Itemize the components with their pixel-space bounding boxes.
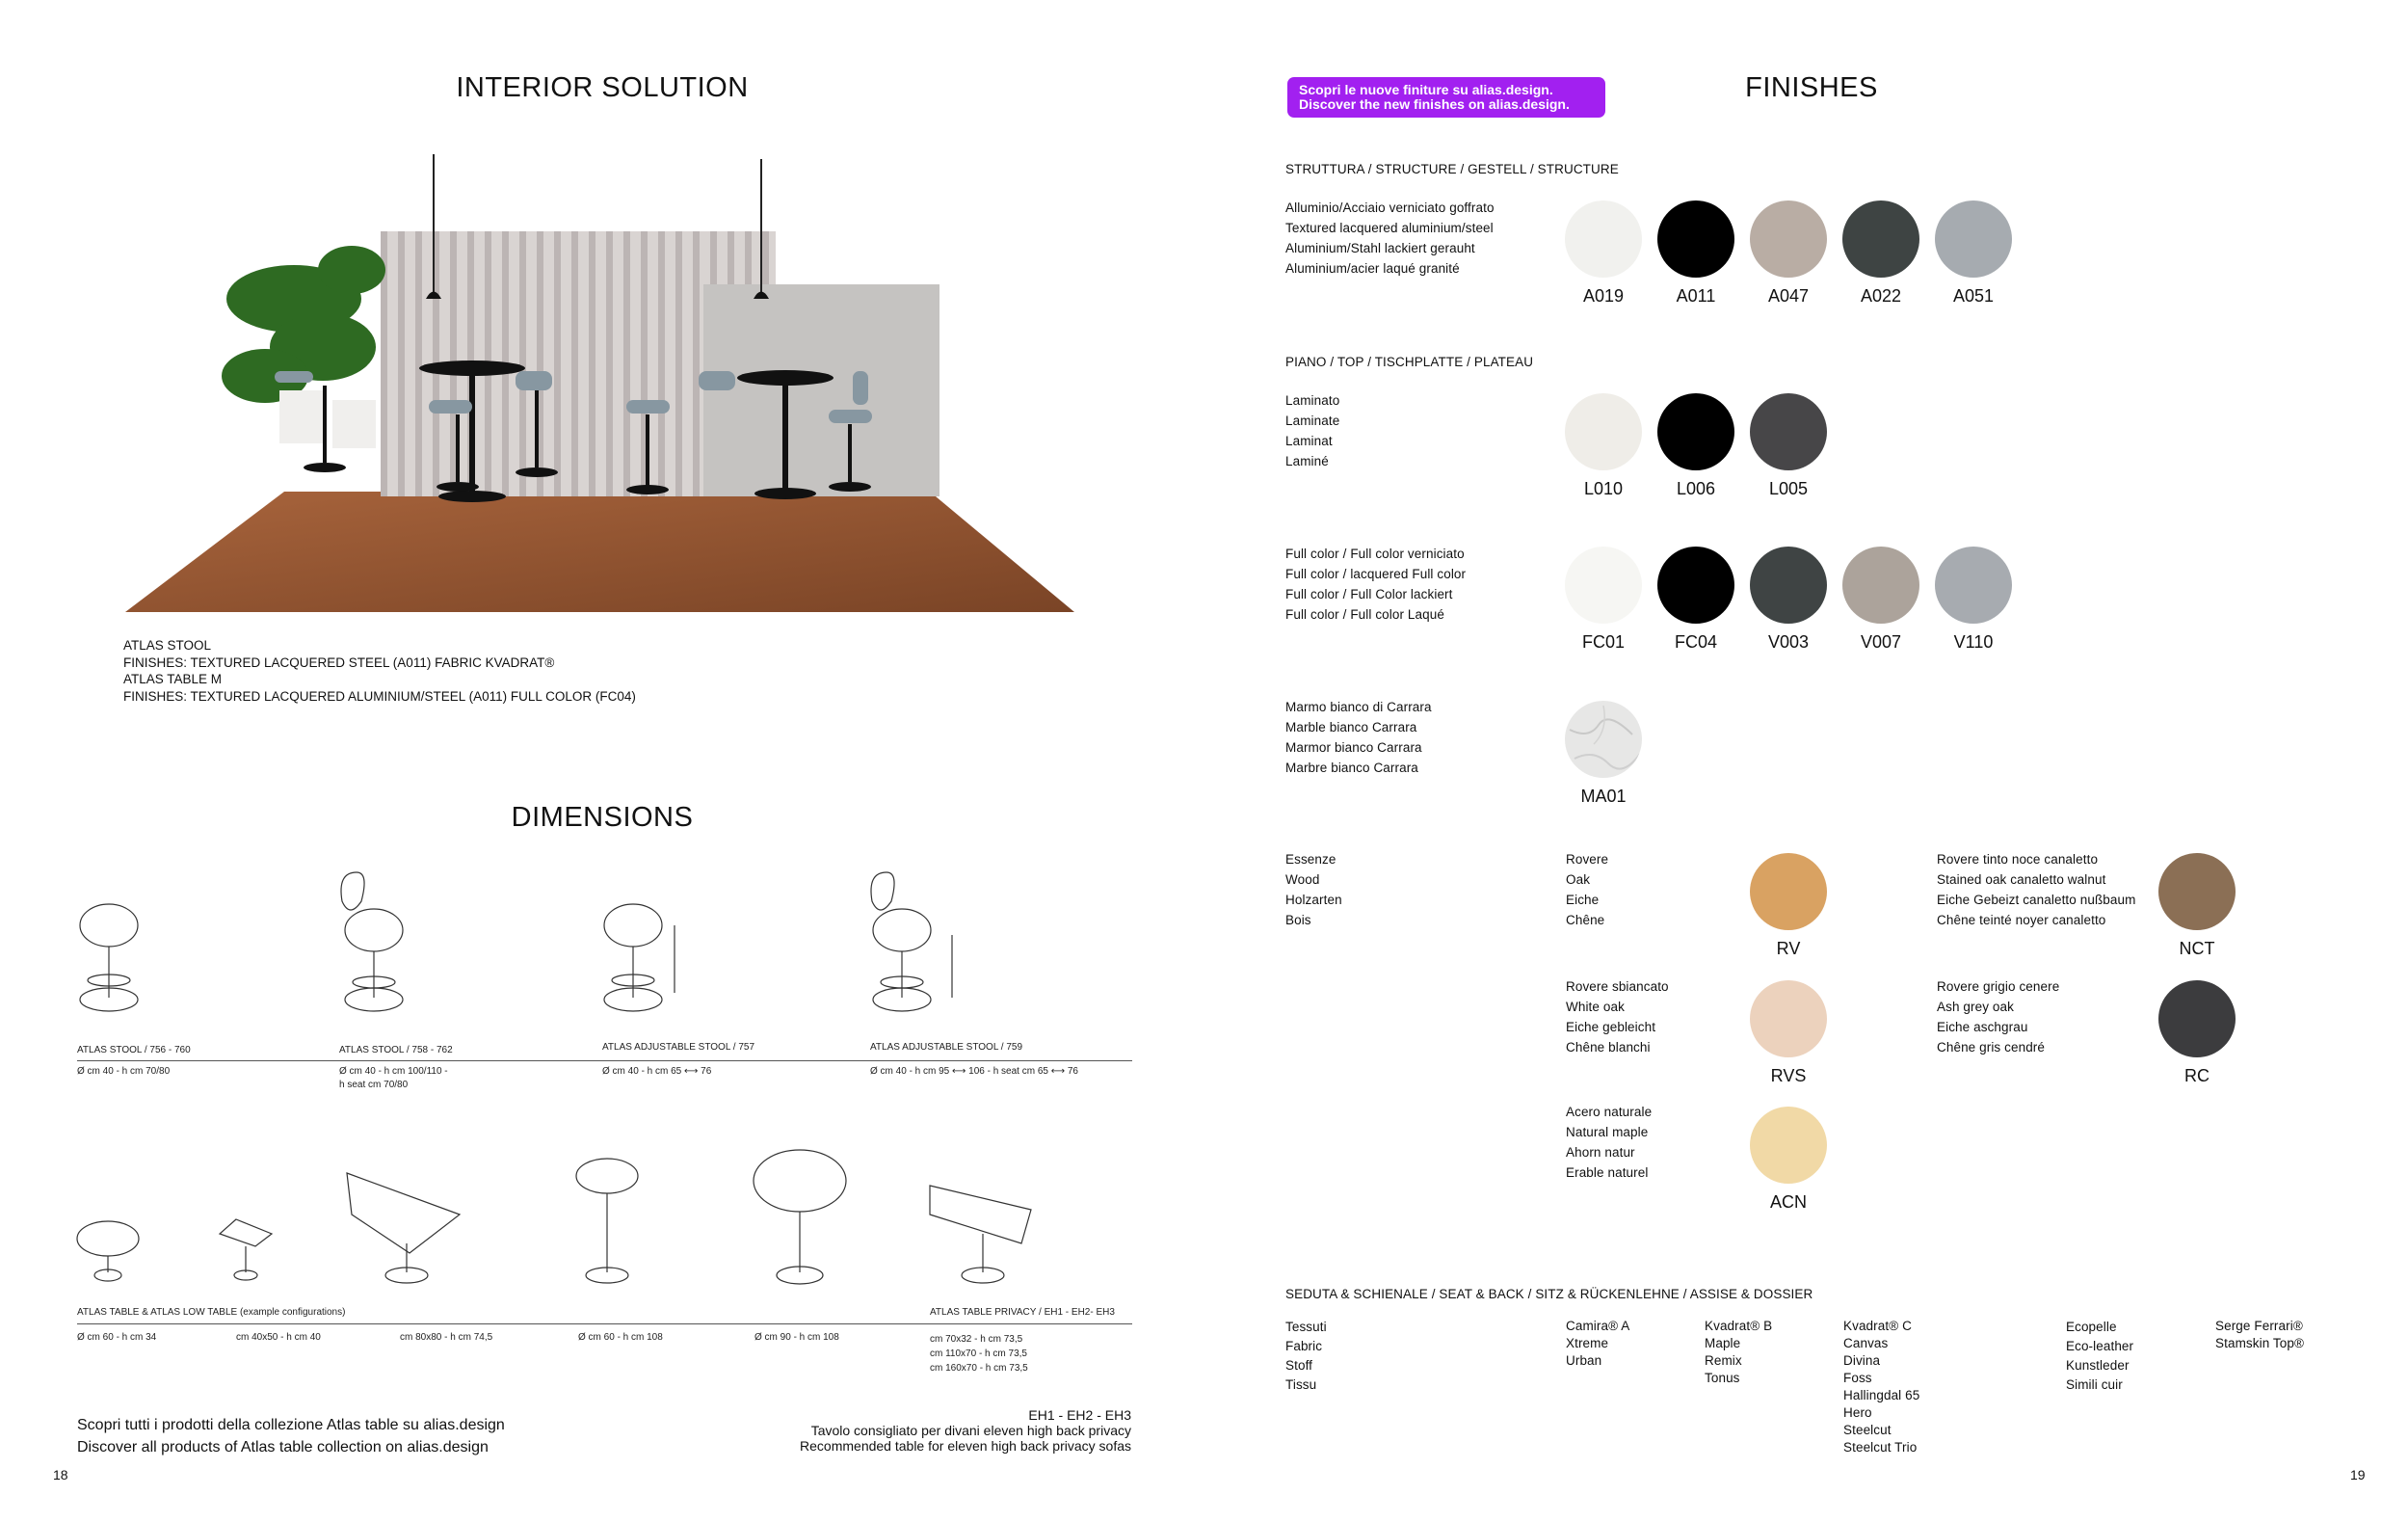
fabric-col (1566, 1318, 1629, 1370)
desc-line: Eiche (1566, 893, 1600, 907)
fabric-item: Stamskin Top® (2215, 1336, 2305, 1350)
dimensions-title: DIMENSIONS (511, 802, 694, 833)
footer-line: Scopri tutti i prodotti della collezione Atlas table su alias.design (77, 1417, 505, 1433)
scene-caption (123, 637, 636, 705)
swatch-ma01 (1565, 701, 1642, 778)
footer-line: EH1 - EH2 - EH3 (1028, 1407, 1131, 1423)
stool-dims: Ø cm 40 - h cm 100/110 - (339, 1066, 448, 1077)
banner-line: Scopri le nuove finiture su alias.design. (1299, 82, 1553, 97)
swatch-rv (1750, 853, 1827, 930)
fabric-item: Remix (1705, 1353, 1742, 1368)
fabric-col (2066, 1318, 2133, 1395)
desc-line: Chêne (1566, 913, 1605, 927)
swatch-v007 (1842, 547, 1919, 624)
desc-line: Natural maple (1566, 1125, 1649, 1139)
swatch-code: ACN (1769, 1192, 1807, 1212)
stool-dims: Ø cm 40 - h cm 70/80 (77, 1066, 171, 1077)
wood-desc (1285, 849, 1342, 930)
table-dims: cm 80x80 - h cm 74,5 (400, 1332, 493, 1343)
swatch-l010 (1565, 393, 1642, 470)
desc-line: Wood (1285, 872, 1320, 887)
laminate-desc (1285, 390, 1339, 471)
fabric-item: Urban (1566, 1353, 1602, 1368)
desc-line: Chêne blanchi (1566, 1040, 1651, 1055)
swatch-acn (1750, 1107, 1827, 1184)
fabric-item: Maple (1705, 1336, 1741, 1350)
fabric-item: Divina (1843, 1353, 1881, 1368)
desc-line: Stoff (1285, 1358, 1313, 1373)
swatch-code: A011 (1676, 286, 1716, 306)
stool-name: ATLAS ADJUSTABLE STOOL / 759 (870, 1042, 1023, 1053)
fabric-item: Kvadrat® B (1705, 1319, 1773, 1333)
desc-line: Full color / Full color Laqué (1285, 607, 1444, 622)
swatch-a011 (1657, 200, 1734, 278)
caption-line: ATLAS STOOL (123, 638, 212, 653)
desc-line: Laminé (1285, 454, 1329, 468)
desc-line: Acero naturale (1566, 1105, 1653, 1119)
desc-line: Full color / lacquered Full color (1285, 567, 1467, 581)
footer-line: Recommended table for eleven high back privacy sofas (800, 1438, 1131, 1454)
desc-line: Alluminio/Acciaio verniciato goffrato (1285, 200, 1495, 215)
caption-line: FINISHES: TEXTURED LACQUERED ALUMINIUM/STEEL (A011) FULL COLOR (FC04) (123, 688, 636, 704)
top-header: PIANO / TOP / TISCHPLATTE / PLATEAU (1285, 355, 1534, 369)
fabric-item: Ecopelle (2066, 1320, 2117, 1334)
desc-line: Bois (1285, 913, 1311, 927)
swatch-nct (2158, 853, 2236, 930)
page-number-left: 18 (53, 1467, 68, 1482)
swatch-code: FC01 (1581, 632, 1625, 652)
swatch-l005 (1750, 393, 1827, 470)
swatch-v003 (1750, 547, 1827, 624)
table-drawings (67, 1142, 1137, 1292)
fabric-item: Camira® A (1566, 1319, 1630, 1333)
wood-rc-desc (1937, 976, 2059, 1057)
banner-line: Discover the new finishes on alias.design. (1299, 96, 1570, 112)
fabric-item: Xtreme (1566, 1336, 1609, 1350)
table-dims: Ø cm 60 - h cm 108 (578, 1332, 663, 1343)
wood-rvs-desc (1566, 976, 1669, 1057)
swatch-code: A047 (1767, 286, 1810, 306)
wood-acn-desc (1566, 1102, 1652, 1183)
desc-line: Full color / Full Color lackiert (1285, 587, 1453, 601)
desc-line: Ash grey oak (1937, 1000, 2014, 1014)
marble-vein-pattern (1565, 701, 1642, 778)
desc-line: White oak (1566, 1000, 1625, 1014)
privacy-dims (930, 1332, 1028, 1375)
fabric-item: Serge Ferrari® (2215, 1319, 2303, 1333)
privacy-dim: cm 110x70 - h cm 73,5 (930, 1348, 1027, 1359)
swatch-code: L010 (1583, 479, 1624, 498)
desc-line: Oak (1566, 872, 1591, 887)
caption-line: ATLAS TABLE M (123, 672, 223, 686)
privacy-dim: cm 160x70 - h cm 73,5 (930, 1363, 1028, 1374)
swatch-code: FC04 (1674, 632, 1717, 652)
desc-line: Chêne teinté noyer canaletto (1937, 913, 2106, 927)
caption-line: FINISHES: TEXTURED LACQUERED STEEL (A011) FABRIC KVADRAT® (123, 654, 555, 670)
desc-line: Erable naturel (1566, 1165, 1649, 1180)
swatch-a022 (1842, 200, 1919, 278)
fabric-col (1843, 1318, 1919, 1456)
table-dims: Ø cm 60 - h cm 34 (77, 1332, 157, 1343)
stool-name: ATLAS STOOL / 756 - 760 (77, 1045, 191, 1055)
desc-line: Full color / Full color verniciato (1285, 547, 1465, 561)
swatch-code: RVS (1770, 1066, 1807, 1085)
tables-header: ATLAS TABLE & ATLAS LOW TABLE (example configurations) (77, 1307, 346, 1318)
swatch-code: RV (1776, 939, 1801, 958)
marble-desc (1285, 697, 1432, 778)
swatch-rc (2158, 980, 2236, 1057)
desc-line: Fabric (1285, 1339, 1323, 1353)
desc-line: Chêne gris cendré (1937, 1040, 2046, 1055)
desc-line: Marmor bianco Carrara (1285, 740, 1422, 755)
desc-line: Tissu (1285, 1377, 1317, 1392)
stool-dims: Ø cm 40 - h cm 65 ⟷ 76 (602, 1066, 712, 1077)
privacy-header: ATLAS TABLE PRIVACY / EH1 - EH2- EH3 (930, 1307, 1115, 1318)
desc-line: Rovere (1566, 852, 1609, 867)
fabric-item: Simili cuir (2066, 1377, 2123, 1392)
desc-line: Rovere sbiancato (1566, 979, 1669, 994)
swatch-code: A022 (1860, 286, 1902, 306)
fullcolor-desc (1285, 544, 1466, 625)
stool-drawings (67, 863, 1137, 1027)
fabric-item: Hallingdal 65 (1843, 1388, 1920, 1402)
divider (77, 1060, 1132, 1061)
interior-scene-image (120, 154, 1084, 627)
desc-line: Holzarten (1285, 893, 1342, 907)
wood-rv-desc (1566, 849, 1608, 930)
stool-name: ATLAS ADJUSTABLE STOOL / 757 (602, 1042, 755, 1053)
desc-line: Marmo bianco di Carrara (1285, 700, 1432, 714)
swatch-code: MA01 (1580, 787, 1627, 806)
desc-line: Eiche gebleicht (1566, 1020, 1656, 1034)
table-dims: cm 40x50 - h cm 40 (236, 1332, 321, 1343)
fabric-col (1705, 1318, 1772, 1387)
fabric-item: Hero (1843, 1405, 1872, 1420)
desc-line: Tessuti (1285, 1320, 1327, 1334)
swatch-code: L006 (1676, 479, 1716, 498)
finishes-title: FINISHES (1745, 72, 1878, 103)
fabric-item: Foss (1843, 1371, 1872, 1385)
fabric-col (2215, 1318, 2304, 1352)
desc-line: Ahorn natur (1566, 1145, 1635, 1160)
desc-line: Laminato (1285, 393, 1340, 408)
desc-line: Laminate (1285, 414, 1340, 428)
swatch-v110 (1935, 547, 2012, 624)
seat-header: SEDUTA & SCHIENALE / SEAT & BACK / SITZ & RÜCKENLEHNE / ASSISE & DOSSIER (1285, 1287, 1813, 1301)
swatch-l006 (1657, 393, 1734, 470)
swatch-code: V007 (1860, 632, 1902, 652)
swatch-code: A051 (1952, 286, 1995, 306)
interior-solution-title: INTERIOR SOLUTION (456, 72, 749, 103)
fabric-item: Steelcut (1843, 1423, 1892, 1437)
desc-line: Aluminium/Stahl lackiert gerauht (1285, 241, 1475, 255)
finishes-banner-link[interactable] (1287, 77, 1605, 118)
footer-line: Discover all products of Atlas table collection on alias.design (77, 1439, 489, 1455)
swatch-rvs (1750, 980, 1827, 1057)
fabric-item: Kunstleder (2066, 1358, 2130, 1373)
desc-line: Marble bianco Carrara (1285, 720, 1417, 734)
desc-line: Essenze (1285, 852, 1336, 867)
page-number-right: 19 (2350, 1467, 2366, 1482)
desc-line: Marbre bianco Carrara (1285, 761, 1418, 775)
fabric-item: Eco-leather (2066, 1339, 2134, 1353)
swatch-a047 (1750, 200, 1827, 278)
swatch-code: A019 (1582, 286, 1625, 306)
table-dims: Ø cm 90 - h cm 108 (754, 1332, 839, 1343)
desc-line: Eiche Gebeizt canaletto nußbaum (1937, 893, 2136, 907)
swatch-code: NCT (2179, 939, 2215, 958)
swatch-code: V110 (1953, 632, 1994, 652)
fabric-item: Kvadrat® C (1843, 1319, 1912, 1333)
swatch-a051 (1935, 200, 2012, 278)
desc-line: Eiche aschgrau (1937, 1020, 2028, 1034)
swatch-code: V003 (1767, 632, 1810, 652)
swatch-fc01 (1565, 547, 1642, 624)
desc-line: Stained oak canaletto walnut (1937, 872, 2106, 887)
desc-line: Textured lacquered aluminium/steel (1285, 221, 1494, 235)
privacy-dim: cm 70x32 - h cm 73,5 (930, 1334, 1023, 1345)
wood-nct-desc (1937, 849, 2135, 930)
desc-line: Rovere tinto noce canaletto (1937, 852, 2099, 867)
divider (77, 1323, 1132, 1324)
stool-dims: Ø cm 40 - h cm 95 ⟷ 106 - h seat cm 65 ⟷ 76 (870, 1066, 1078, 1077)
stool-name: ATLAS STOOL / 758 - 762 (339, 1045, 453, 1055)
footer-right (800, 1407, 1131, 1454)
footer-left (77, 1414, 505, 1458)
desc-line: Rovere grigio cenere (1937, 979, 2060, 994)
fabric-item: Steelcut Trio (1843, 1440, 1918, 1455)
swatch-code: L005 (1768, 479, 1809, 498)
swatch-fc04 (1657, 547, 1734, 624)
desc-line: Aluminium/acier laqué granité (1285, 261, 1460, 276)
fabric-item: Canvas (1843, 1336, 1889, 1350)
fabrics-desc (1285, 1318, 1327, 1395)
fabric-item: Tonus (1705, 1371, 1740, 1385)
structure-header: STRUTTURA / STRUCTURE / GESTELL / STRUCTURE (1285, 162, 1619, 176)
structure-desc (1285, 198, 1495, 279)
footer-line: Tavolo consigliato per divani eleven high back privacy (810, 1423, 1131, 1438)
swatch-code: RC (2184, 1066, 2210, 1085)
swatch-a019 (1565, 200, 1642, 278)
desc-line: Laminat (1285, 434, 1333, 448)
stool-dims-seat: h seat cm 70/80 (339, 1080, 409, 1090)
